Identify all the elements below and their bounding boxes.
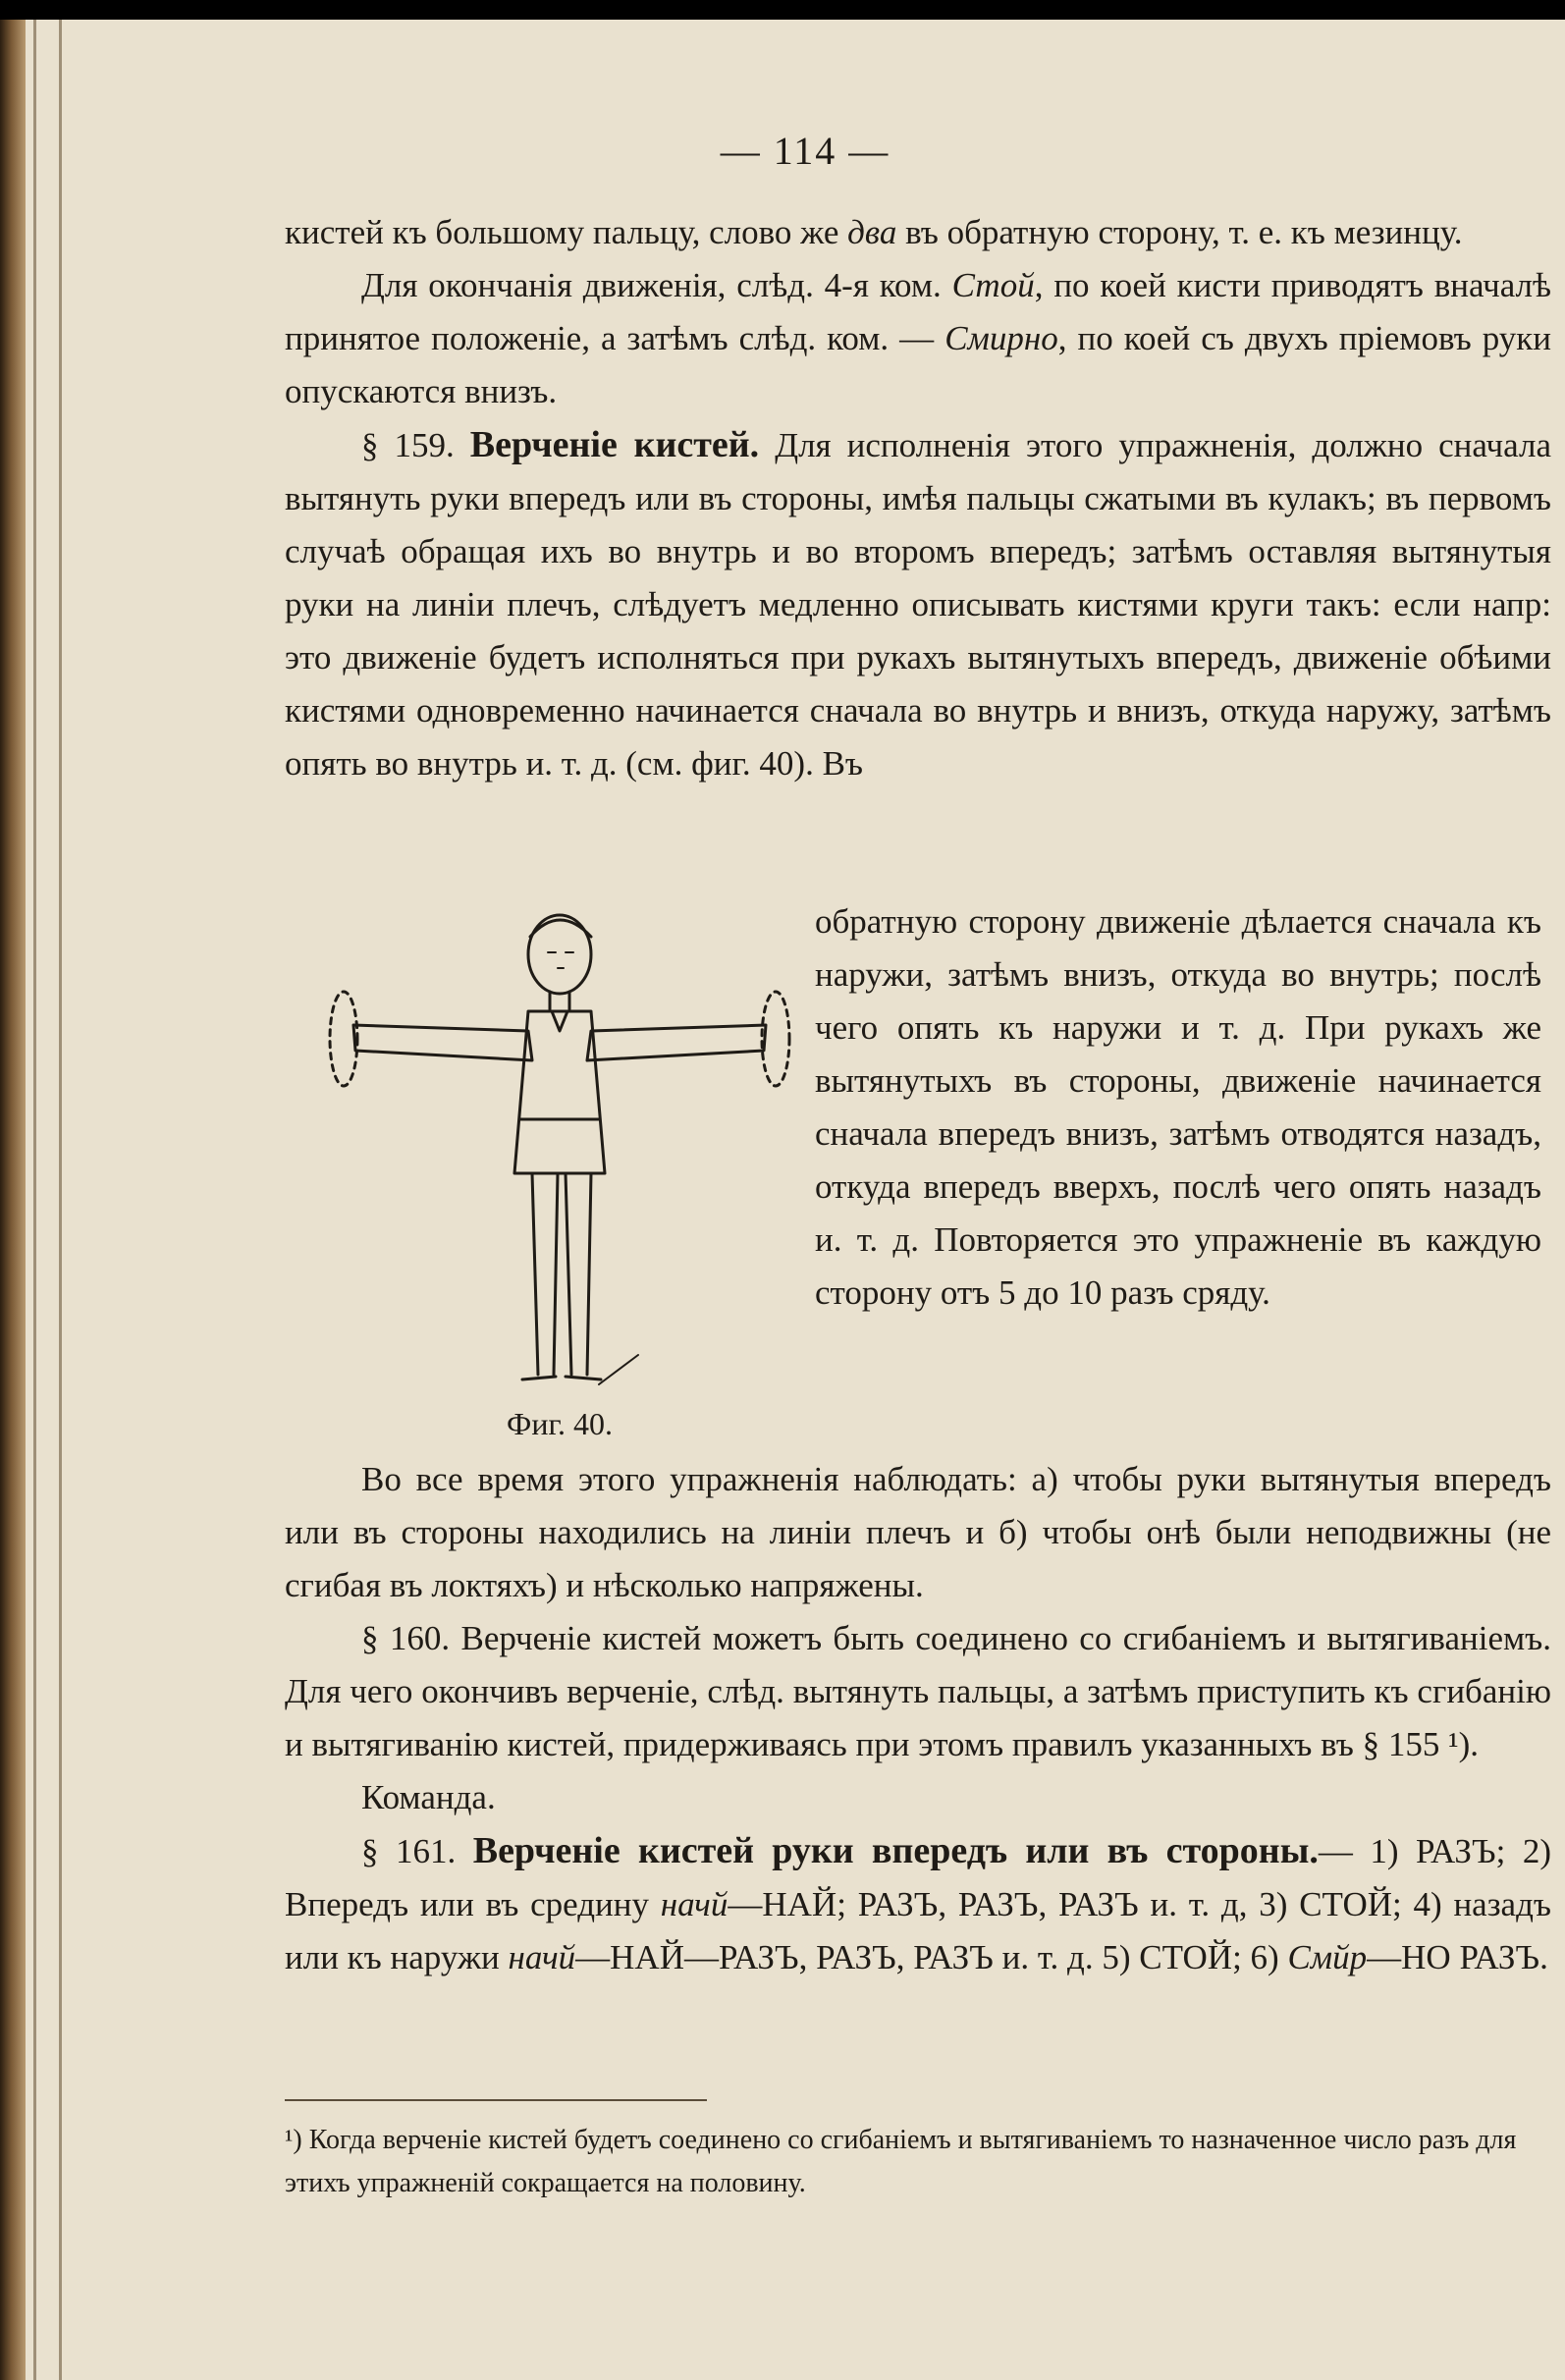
footnote-divider (285, 2099, 707, 2101)
page-binding-edge (0, 20, 26, 2380)
page-edge-line (59, 20, 62, 2380)
left-arm (353, 1025, 532, 1060)
page-edge-line (33, 20, 36, 2380)
paragraph-161: § 161. Верченіе кистей руки впередъ или въ стороны.— 1) РАЗЪ; 2) Впередъ или въ средину начй—НАЙ; РАЗЪ, РАЗЪ, РАЗЪ и. т. д, 3) СТОЙ; 4) назадъ или къ наружи начй—НАЙ—РАЗЪ, РАЗЪ, РАЗЪ и. т. д. 5) СТОЙ; 6) Смйр—НО РАЗЪ. (285, 1830, 1551, 1976)
paragraph-159-continued: обратную сторону движеніе дѣлается сначала къ наружи, затѣмъ внизъ, откуда во внутрь; послѣ чего опять къ наружи и т. д. При рукахъ же вытянутыхъ въ стороны, движеніе начинается сначала впередъ внизъ, затѣмъ отводятся назадъ, откуда впередъ вверхъ, послѣ чего опять назадъ и. т. д. Повторяется это упражненіе въ каждую сторону отъ 5 до 10 разъ сряду. (815, 902, 1541, 1312)
paragraph-160: § 160. Верченіе кистей можетъ быть соединено со сгибаніемъ и вытягиваніемъ. Для чего окончивъ верченіе, слѣд. вытянуть пальцы, а затѣмъ приступить къ сгибанію и вытягиванію кистей, придерживаясь при этомъ правилъ указанныхъ въ § 155 ¹). (285, 1619, 1551, 1763)
paragraph-command: Команда. (361, 1778, 496, 1816)
figure-caption: Фиг. 40. (507, 1406, 613, 1441)
footnote: ¹) Когда верченіе кистей будетъ соединено со сгибаніемъ и вытягиваніемъ то назначенное число разъ для этихъ упражненій сокращается на половину. (285, 2125, 1517, 2198)
text-beside-figure (815, 895, 1541, 1320)
scan-top-border (0, 0, 1565, 20)
paragraph-1: кистей къ большому пальцу, слово же два въ обратную сторону, т. е. къ мезинцу. (285, 213, 1463, 251)
text-block-bottom (285, 1453, 1551, 1984)
paragraph-2: Для окончанія движенія, слѣд. 4-я ком. Стой, по коей кисти приводятъ вначалѣ принятое положеніе, а затѣмъ слѣд. ком. — Смирно, по коей съ двухъ пріемовъ руки опускаются внизъ. (285, 266, 1552, 410)
paragraph-observe: Во все время этого упражненія наблюдать: а) чтобы руки вытянутыя впередъ или въ стороны находились на линіи плечъ и б) чтобы онѣ были неподвижны (не сгибая въ локтяхъ) и нѣсколько напряжены. (285, 1460, 1551, 1604)
paragraph-159: § 159. Верченіе кистей. Для исполненія этого упражненія, должно сначала вытянуть руки впередъ или въ стороны, имѣя пальцы сжатыми въ кулакъ; въ первомъ случаѣ обращая ихъ во внутрь и во второмъ впередъ; затѣмъ оставляя вытянутыя руки на линіи плечъ, слѣдуетъ медленно описывать кистями круги такъ: если напр: это движеніе будетъ исполняться при рукахъ вытянутыхъ впередъ, движеніе обѣими кистями одновременно начинается сначала во внутрь и внизъ, откуда наружу, затѣмъ опять во внутрь и. т. д. (см. фиг. 40). Въ (285, 424, 1551, 783)
page-number: — 114 — (720, 129, 890, 173)
figure-40-illustration (314, 893, 805, 1404)
text-block-top (285, 206, 1551, 790)
right-arm (587, 1025, 766, 1060)
